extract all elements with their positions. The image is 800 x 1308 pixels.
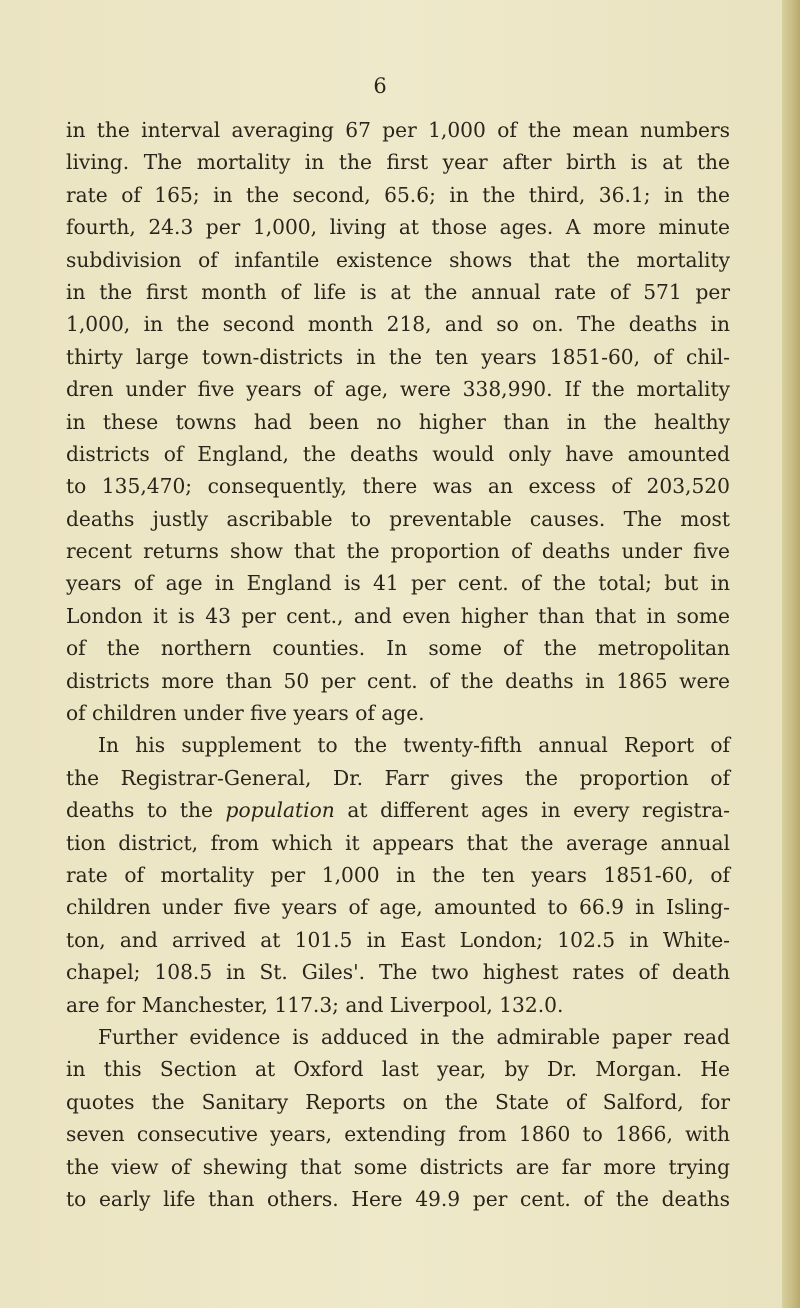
text-line: dren under five years of age, were 338,990. If the mortality <box>66 377 730 402</box>
text-line: in these towns had been no higher than in the healthy <box>66 409 730 434</box>
text-line: to early life than others. Here 49.9 per cent. of the deaths <box>66 1186 730 1211</box>
body-text <box>66 114 730 1215</box>
text-line: quotes the Sanitary Reports on the State of Salford, for <box>66 1089 730 1114</box>
text-line: in this Section at Oxford last year, by Dr. Morgan. He <box>66 1057 730 1082</box>
text-line: in the first month of life is at the annual rate of 571 per <box>66 279 730 304</box>
text-line: deaths justly ascribable to preventable causes. The most <box>66 506 730 531</box>
page-edge-shadow <box>782 0 800 1308</box>
text-line: in the interval averaging 67 per 1,000 of the mean numbers <box>66 118 730 142</box>
paragraph-start-line: Further evidence is adduced in the admirable paper read <box>98 1024 730 1049</box>
text-line: chapel; 108.5 in St. Giles'. The two highest rates of death <box>66 960 730 985</box>
paragraph-end-line: of children under five years of age. <box>66 701 425 726</box>
text-line: fourth, 24.3 per 1,000, living at those ages. A more minute <box>66 215 730 240</box>
text-line: rate of 165; in the second, 65.6; in the third, 36.1; in the <box>66 182 730 207</box>
paragraph-start-line: In his supplement to the twenty-fifth annual Report of <box>98 733 730 758</box>
text-line: tion district, from which it appears that the average annual <box>66 830 730 855</box>
text-line: children under five years of age, amounted to 66.9 in Isling- <box>66 895 730 920</box>
text-line: the view of shewing that some districts are far more trying <box>66 1154 730 1179</box>
text-line: to 135,470; consequently, there was an excess of 203,520 <box>66 474 730 499</box>
text-line: rate of mortality per 1,000 in the ten years 1851-60, of <box>66 862 730 887</box>
text-line: ton, and arrived at 101.5 in East London; 102.5 in White- <box>66 927 730 952</box>
text-line: districts of England, the deaths would only have amounted <box>66 441 730 466</box>
text-line: of the northern counties. In some of the metropolitan <box>66 636 730 661</box>
text-line: recent returns show that the proportion of deaths under five <box>66 539 730 564</box>
text-line: thirty large town-districts in the ten years 1851-60, of chil- <box>66 344 730 369</box>
italic-word: population <box>225 798 335 823</box>
text-line: living. The mortality in the first year after birth is at the <box>66 150 730 175</box>
text-line: London it is 43 per cent., and even higher than that in some <box>66 603 730 628</box>
text-line: years of age in England is 41 per cent. of the total; but in <box>66 571 730 596</box>
paragraph-end-line: are for Manchester, 117.3; and Liverpool, 132.0. <box>66 992 564 1017</box>
text-line: 1,000, in the second month 218, and so on. The deaths in <box>66 312 730 337</box>
text-segment: at different ages in every registra- <box>334 798 730 823</box>
text-line: districts more than 50 per cent. of the deaths in 1865 were <box>66 668 730 693</box>
text-line: seven consecutive years, extending from 1860 to 1866, with <box>66 1122 730 1147</box>
text-line-with-italic <box>66 794 730 826</box>
text-segment: deaths to the <box>66 798 226 823</box>
page-number: 6 <box>373 74 387 98</box>
text-line: the Registrar-General, Dr. Farr gives the proportion of <box>66 765 730 790</box>
text-line: subdivision of infantile existence shows that the mortality <box>66 247 730 272</box>
